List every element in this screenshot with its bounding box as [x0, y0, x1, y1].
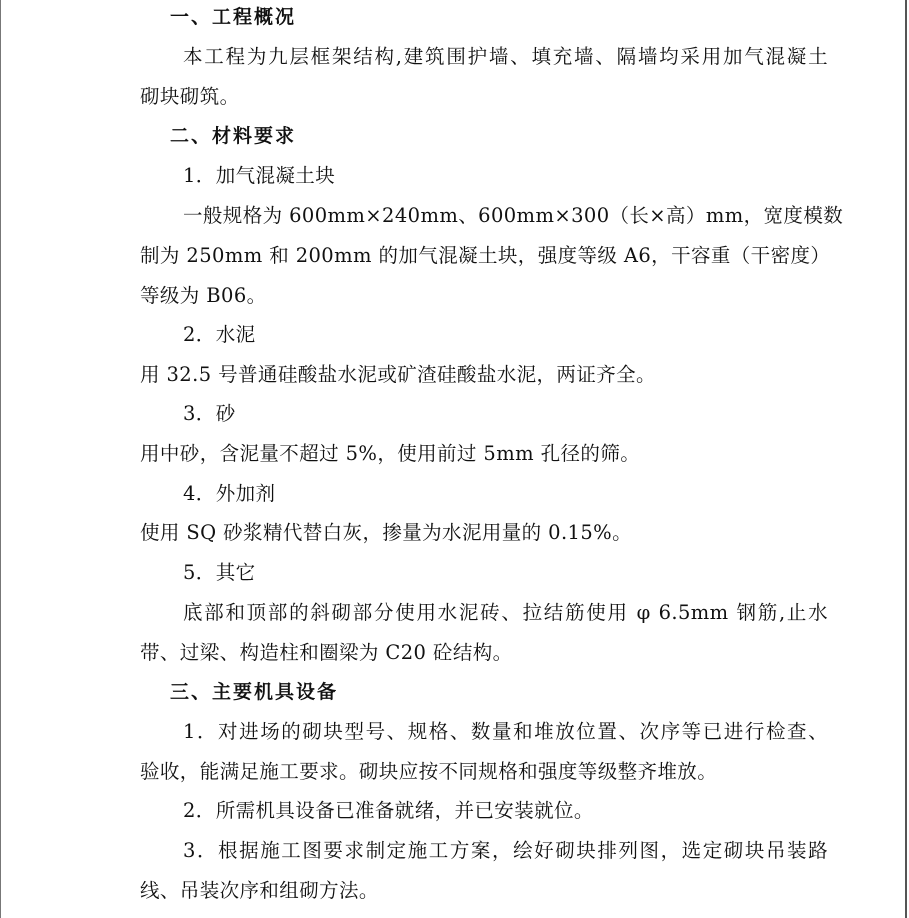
subheading-admixture: 4．外加剂 — [183, 482, 276, 505]
paragraph-line: 砌块砌筑。 — [140, 85, 240, 108]
subheading-aerated-block: 1．加气混凝土块 — [183, 164, 336, 187]
right-border — [905, 0, 907, 918]
paragraph-line: 用中砂，含泥量不超过 5%，使用前过 5mm 孔径的筛。 — [140, 442, 641, 465]
paragraph-line: 1．对进场的砌块型号、规格、数量和堆放位置、次序等已进行检查、 — [183, 720, 828, 743]
paragraph-line: 制为 250mm 和 200mm 的加气混凝土块，强度等级 A6，干容重（干密度） — [140, 244, 831, 267]
paragraph-line: 2．所需机具设备已准备就绪，并已安装就位。 — [183, 799, 594, 822]
paragraph-line: 用 32.5 号普通硅酸盐水泥或矿渣硅酸盐水泥，两证齐全。 — [140, 363, 656, 386]
paragraph-line: 使用 SQ 砂浆精代替白灰，掺量为水泥用量的 0.15%。 — [140, 521, 632, 544]
paragraph-line: 验收，能满足施工要求。砌块应按不同规格和强度等级整齐堆放。 — [140, 760, 718, 783]
paragraph-line: 本工程为九层框架结构,建筑围护墙、填充墙、隔墙均采用加气混凝土 — [183, 45, 828, 68]
paragraph-line: 线、吊装次序和组砌方法。 — [140, 879, 379, 902]
section-heading-overview: 一、工程概况 — [170, 6, 297, 28]
section-heading-equipment: 三、主要机具设备 — [170, 681, 339, 703]
left-border — [0, 0, 1, 918]
paragraph-line: 一般规格为 600mm×240mm、600mm×300（长×高）mm，宽度模数 — [183, 204, 844, 227]
paragraph-line: 等级为 B06。 — [140, 284, 267, 307]
subheading-sand: 3．砂 — [183, 402, 236, 425]
subheading-others: 5．其它 — [183, 561, 256, 584]
section-heading-materials: 二、材料要求 — [170, 125, 297, 147]
paragraph-line: 3．根据施工图要求制定施工方案，绘好砌块排列图，选定砌块吊装路 — [183, 839, 828, 862]
paragraph-line: 底部和顶部的斜砌部分使用水泥砖、拉结筋使用 φ 6.5mm 钢筋,止水 — [183, 601, 828, 624]
subheading-cement: 2．水泥 — [183, 323, 256, 346]
paragraph-line: 带、过梁、构造柱和圈梁为 C20 砼结构。 — [140, 641, 513, 664]
